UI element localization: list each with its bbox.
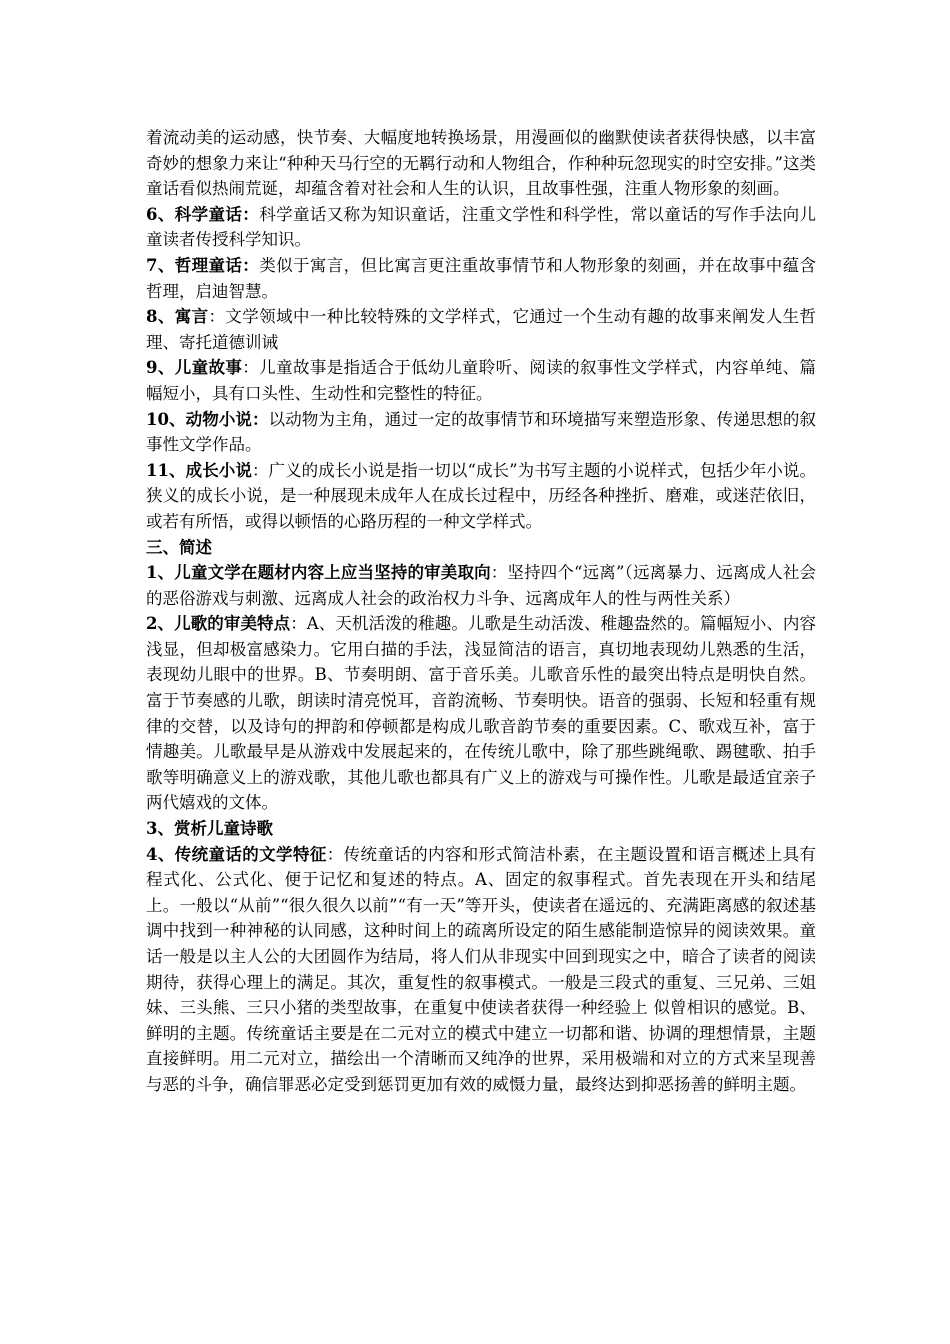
paragraph-term: 1、儿童文学在题材内容上应当坚持的审美取向 [146, 563, 491, 583]
paragraph-term: 3、赏析儿童诗歌 [146, 819, 273, 839]
paragraph-nursery-rhyme-features [146, 611, 816, 816]
paragraph-text: 着流动美的运动感，快节奏、大幅度地转换场景，用漫画似的幽默使读者获得快感，以丰富奇妙的想象力来让“种种天马行空的无羁行动和人物组合，作种种玩忽现实的时空安排。”这类童话看似热闹荒诞，却蕴含着对社会和人生的认识，且故事性强，注重人物形象的刻画。 [146, 128, 816, 199]
document-page [146, 125, 816, 1098]
paragraph-term: 11、成长小说 [146, 460, 252, 480]
paragraph-term: 2、儿歌的审美特点 [146, 614, 291, 634]
paragraph-text: ：文学领域中一种比较特殊的文学样式，它通过一个生动有趣的故事来阐发人生哲理、寄托道德训诫 [146, 307, 817, 352]
paragraph-term: 9、儿童故事 [146, 358, 243, 378]
paragraph-philosophy-fairy-tale [146, 253, 816, 304]
paragraph-text: 以动物为主角，通过一定的故事情节和环境描写来塑造形象、传递思想的叙事性文学作品。 [146, 409, 817, 455]
paragraph-term: 8、寓言 [146, 307, 209, 327]
paragraph-animal-novel [146, 407, 816, 458]
paragraph-text: ：坚持四个“远离”（远离暴力、远离成人社会的恶俗游戏与刺激、远离成人社会的政治权力斗争、远离成年人的性与两性关系） [146, 563, 817, 608]
paragraph-text: ：传统童话的内容和形式简洁朴素，在主题设置和语言概述上具有程式化、公式化、便于记忆和复述的特点。A、固定的叙事程式。首先表现在开头和结尾上。一般以“从前”“很久很久以前”“有一天”等开头，使读者在遥远的、充满距离感的叙述基调中找到一种神秘的认同感，这种时间上的疏离所设定的陌生感能制造惊异的阅读效果。童话一般是以主人公的大团圆作为结局，将人们从非现实中回到现实之中，暗合了读者的阅读期待，获得心理上的满足。其次，重复性的叙事模式。一般是三段式的重复、三兄弟、三姐妹、三头熊、三只小猪的类型故事，在重复中使读者获得一种经验上 似曾相识的感觉。B、鲜明的主题。传统童话主要是在二元对立的模式中建立一切都和谐、协调的理想情景，主题直接鲜明。用二元对立，描绘出一个清晰而又纯净的世界，采用极端和对立的方式来呈现善与恶的斗争，确信罪恶必定受到惩罚更加有效的威慑力量，最终达到抑恶扬善的鲜明主题。 [146, 844, 816, 1094]
paragraph-text: 科学童话又称为知识童话，注重文学性和科学性，常以童话的写作手法向儿童读者传授科学知识。 [146, 204, 817, 250]
paragraph-text: ：广义的成长小说是指一切以“成长”为书写主题的小说样式，包括少年小说。狭义的成长小说，是一种展现未成年人在成长过程中，历经各种挫折、磨难，或迷茫依旧，或若有所悟，或得以顿悟的心路历程的一种文学样式。 [146, 460, 816, 531]
section-heading-text: 三、简述 [146, 537, 212, 557]
paragraph-aesthetic-orientation [146, 560, 816, 611]
section-heading [146, 535, 816, 561]
paragraph-text: 类似于寓言，但比寓言更注重故事情节和人物形象的刻画，并在故事中蕴含哲理，启迪智慧。 [146, 255, 817, 301]
paragraph-growth-novel [146, 458, 816, 535]
paragraph-appreciate-poetry [146, 816, 816, 842]
paragraph-term: 6、科学童话： [146, 204, 260, 224]
paragraph-term: 10、动物小说： [146, 409, 269, 429]
paragraph-text: ：A、天机活泼的稚趣。儿歌是生动活泼、稚趣盎然的。篇幅短小、内容浅显，但却极富感染力。它用白描的手法，浅显简洁的语言，真切地表现幼儿熟悉的生活，表现幼儿眼中的世界。B、节奏明朗、富于音乐美。儿歌音乐性的最突出特点是明快自然。富于节奏感的儿歌，朗读时清亮悦耳，音韵流畅、节奏明快。语音的强弱、长短和轻重有规律的交替，以及诗句的押韵和停顿都是构成儿歌音韵节奏的重要因素。C、歌戏互补，富于情趣美。儿歌最早是从游戏中发展起来的，在传统儿歌中，除了那些跳绳歌、踢毽歌、拍手歌等明确意义上的游戏歌，其他儿歌也都具有广义上的游戏与可操作性。儿歌是最适宜亲子两代嬉戏的文体。 [146, 614, 817, 813]
paragraph-continuation [146, 125, 816, 202]
paragraph-fable [146, 304, 816, 355]
paragraph-text: ：儿童故事是指适合于低幼儿童聆听、阅读的叙事性文学样式，内容单纯、篇幅短小，具有口头性、生动性和完整性的特征。 [146, 358, 817, 403]
paragraph-term: 7、哲理童话： [146, 255, 260, 275]
paragraph-term: 4、传统童话的文学特征 [146, 844, 327, 864]
paragraph-science-fairy-tale [146, 202, 816, 253]
paragraph-children-story [146, 355, 816, 406]
paragraph-traditional-fairy-tale [146, 842, 816, 1098]
